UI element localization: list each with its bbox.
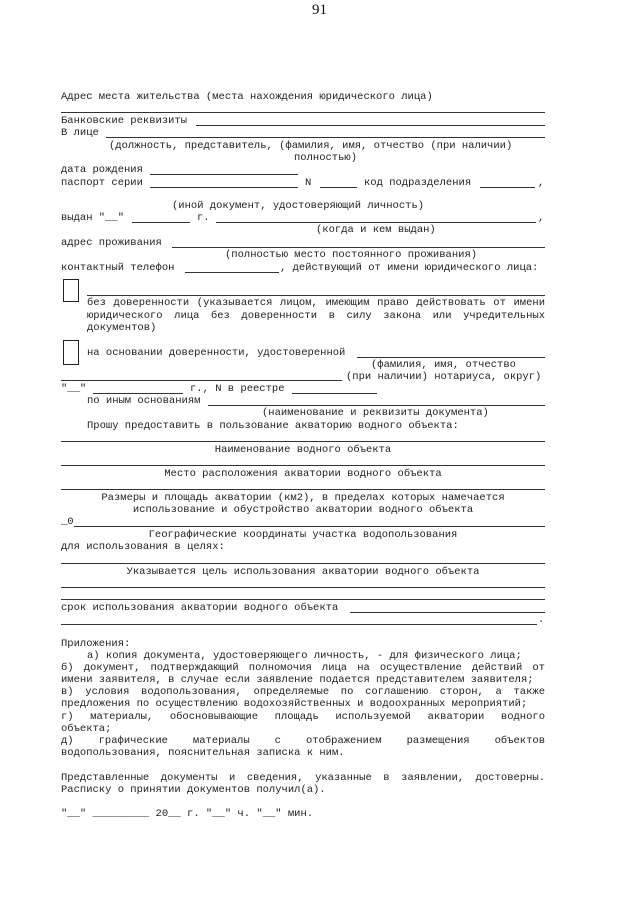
person-caption-1: (должность, представитель, (фамилия, имя, отчество (при наличии) [109,140,513,152]
other-basis-label: по иным основаниям [87,395,201,407]
attachment-d-line2: водопользования, пояснительная записка к ним. [61,747,345,759]
acting-label: , действующий от имени юридического лица: [280,262,539,274]
notary-field-continued[interactable] [61,380,342,381]
confirmation-line2: Расписку о принятии документов получил(а). [61,784,326,796]
person-field[interactable] [106,137,545,138]
dept-code-label: код подразделения [364,177,472,189]
confirmation-line1: Представленные документы и сведения, указанные в заявлении, достоверны. [61,772,545,784]
option2-caption-1: (фамилия, имя, отчество [371,359,516,371]
size-value-field[interactable] [74,526,545,527]
receipt-date-line: "__" _________ 20__ г. "__" ч. "__" мин. [61,808,314,820]
purpose-caption: Указывается цель использования акватории водного объекта [126,566,480,578]
attachment-v-line1: в) условия водопользования, определяемые по соглашению сторон, а также [61,686,545,698]
term-field-2[interactable] [61,624,537,625]
address-field[interactable] [61,112,545,113]
passport-series-field[interactable] [150,187,298,188]
issued-caption: (когда и кем выдан) [316,224,436,236]
registry-start: "__" [61,383,87,395]
location-caption: Место расположения акватории водного объекта [164,468,442,480]
issued-month-field[interactable] [132,222,190,223]
size-caption-1: Размеры и площадь акватории (км2), в пределах которых намечается [101,492,505,504]
purpose-field[interactable] [61,563,545,564]
request-text: Прошу предоставить в пользование акваторию водного объекта: [87,420,459,432]
bank-field[interactable] [196,125,545,126]
dept-code-field[interactable] [480,187,535,188]
attachment-d-line1: д) графические материалы с отображением размещения объектов [61,735,545,747]
passport-label: паспорт серии [61,177,143,189]
option2-label: на основании доверенности, удостоверенной [87,347,346,359]
option-without-power-checkbox[interactable] [63,279,79,302]
registry-date-field[interactable] [93,393,183,394]
term-period: . [538,614,545,626]
attachments-title: Приложения: [61,638,131,650]
option1-text-line1: без доверенности (указывается лицом, имеющим право действовать от имени [87,297,545,309]
option1-text-line2: юридического лица без доверенности в силу закона или учредительных [87,310,545,322]
purpose-field-3[interactable] [61,599,545,600]
comma: , [538,177,545,189]
location-field[interactable] [61,465,545,466]
birth-field[interactable] [150,174,298,175]
option1-text-line3: документов) [87,322,157,334]
attachment-a: а) копия документа, удостоверяющего личность, - для физического лица; [87,650,522,662]
passport-number-label: N [305,177,312,189]
other-doc-caption: (иной документ, удостоверяющий личность) [172,200,425,212]
year-mark: г. [197,212,210,224]
address-label: Адрес места жительства (места нахождения юридического лица) [61,91,433,103]
purpose-label: для использования в целях: [61,541,225,553]
page-number: 91 [312,2,327,18]
passport-number-field[interactable] [320,187,357,188]
comma: , [538,212,545,224]
phone-field[interactable] [185,272,279,273]
other-basis-caption: (наименование и реквизиты документа) [262,407,489,419]
representative-field[interactable] [87,295,545,296]
phone-label: контактный телефон [61,262,175,274]
attachment-g-line1: г) материалы, обосновывающие площадь используемой акватории водного [61,711,545,723]
attachment-b-line2: имени заявителя, в случае если заявление подается представителем заявителя; [61,674,534,686]
person-caption-2: полностью) [294,152,358,164]
attachment-g-line2: объекта; [61,723,112,735]
water-name-caption: Наименование водного объекта [214,444,392,456]
issued-label: выдан "__" [61,212,125,224]
size-caption-2: использование и обустройство акватории водного объекта [132,504,474,516]
residence-label: адрес проживания [61,237,162,249]
term-field[interactable] [350,612,545,613]
person-label: В лице [61,127,99,139]
registry-number-field[interactable] [292,393,377,394]
issued-by-field[interactable] [216,222,536,223]
birth-label: дата рождения [61,164,143,176]
coords-caption: Географические координаты участка водопользования [148,529,458,541]
purpose-field-2[interactable] [61,587,545,588]
other-basis-field[interactable] [208,405,545,406]
residence-caption: (полностью место постоянного проживания) [225,249,478,261]
attachment-b-line1: б) документ, подтверждающий полномочия лица на осуществление действий от [61,662,545,674]
size-field[interactable] [61,489,545,490]
notary-field[interactable] [357,357,545,358]
option-by-power-checkbox[interactable] [63,340,79,365]
term-label: срок использования акватории водного объекта [61,602,339,614]
registry-mid: г., N в реестре [190,383,285,395]
residence-field[interactable] [172,247,545,248]
option2-caption-2: (при наличии) нотариуса, округ) [346,371,542,383]
water-name-field[interactable] [61,441,545,442]
attachment-v-line2: предложения по осуществлению водохозяйственных и водоохранных мероприятий; [61,698,528,710]
size-value: _0 [61,516,74,528]
bank-label: Банковские реквизиты [61,115,188,127]
